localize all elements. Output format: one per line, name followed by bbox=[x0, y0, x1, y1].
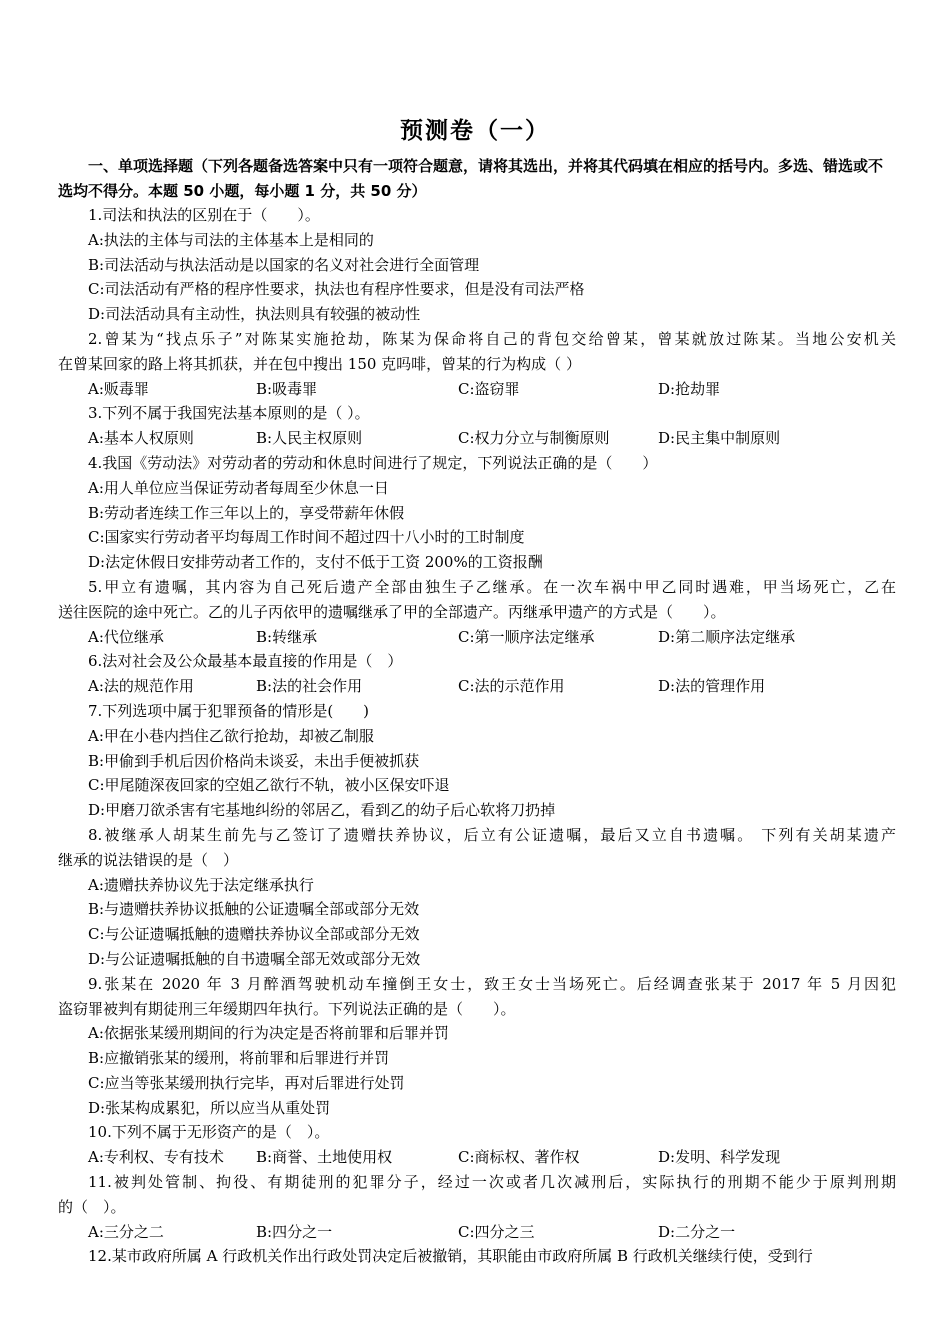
answer-option: B:司法活动与执法活动是以国家的名义对社会进行全面管理 bbox=[88, 255, 480, 274]
option-row bbox=[58, 1145, 896, 1170]
answer-option: D:抢劫罪 bbox=[658, 379, 721, 398]
question-stem: 11.被判处管制、拘役、有期徒刑的犯罪分子，经过一次或者几次减刑后，实际执行的刑期不能少于原判刑期 bbox=[88, 1173, 896, 1192]
question-stem: 在曾某回家的路上将其抓获，并在包中搜出 150 克吗啡，曾某的行为构成（ ） bbox=[58, 354, 581, 373]
question-item bbox=[58, 575, 896, 649]
question-stem: 9.张某在 2020 年 3 月醉酒驾驶机动车撞倒王女士，致王女士当场死亡。后经调查张某于 2017 年 5 月因犯 bbox=[88, 974, 896, 993]
answer-option: B:劳动者连续工作三年以上的，享受带薪年休假 bbox=[88, 503, 405, 522]
answer-option: D:与公证遗嘱抵触的自书遗嘱全部无效或部分无效 bbox=[88, 949, 421, 968]
option-row bbox=[58, 625, 896, 650]
answer-option: B:人民主权原则 bbox=[256, 429, 363, 448]
answer-option: D:民主集中制原则 bbox=[658, 429, 781, 448]
answer-option: A:执法的主体与司法的主体基本上是相同的 bbox=[88, 230, 374, 249]
question-stem: 8.被继承人胡某生前先与乙签订了遗赠扶养协议，后立有公证遗嘱，最后又立自书遗嘱。 下列有关胡某遗产 bbox=[88, 825, 896, 844]
question-item bbox=[58, 203, 896, 327]
answer-option: C:第一顺序法定继承 bbox=[458, 627, 595, 646]
answer-option: B:四分之一 bbox=[256, 1222, 333, 1241]
answer-option: B:吸毒罪 bbox=[256, 379, 318, 398]
answer-option: C:法的示范作用 bbox=[458, 677, 565, 696]
question-stem: 送往医院的途中死亡。乙的儿子丙依甲的遗嘱继承了甲的全部遗产。丙继承甲遗产的方式是（ ）。 bbox=[58, 602, 726, 621]
answer-option: B:法的社会作用 bbox=[256, 677, 363, 696]
answer-option: D:发明、科学发现 bbox=[658, 1148, 781, 1167]
answer-option: B:商誉、土地使用权 bbox=[256, 1148, 393, 1167]
answer-option: A:依据张某缓刑期间的行为决定是否将前罪和后罪并罚 bbox=[88, 1024, 449, 1043]
question-stem: 6.法对社会及公众最基本最直接的作用是（ ） bbox=[88, 652, 403, 671]
answer-option: D:法的管理作用 bbox=[658, 677, 766, 696]
answer-option: D:司法活动具有主动性，执法则具有较强的被动性 bbox=[88, 305, 421, 324]
answer-option: A:甲在小巷内挡住乙欲行抢劫，却被乙制服 bbox=[88, 726, 374, 745]
answer-option: C:国家实行劳动者平均每周工作时间不超过四十八小时的工时制度 bbox=[88, 528, 525, 547]
question-stem: 7.下列选项中属于犯罪预备的情形是( ) bbox=[88, 701, 370, 720]
option-row bbox=[58, 674, 896, 699]
answer-option: A:专利权、专有技术 bbox=[88, 1148, 224, 1167]
question-stem: 2.曾某为“找点乐子”对陈某实施抢劫，陈某为保命将自己的背包交给曾某，曾某就放过陈某。当地公安机关 bbox=[88, 329, 896, 348]
answer-option: C:四分之三 bbox=[458, 1222, 535, 1241]
page-title: 预测卷（一） bbox=[400, 118, 550, 144]
question-item bbox=[58, 401, 896, 451]
answer-option: C:司法活动有严格的程序性要求，执法也有程序性要求，但是没有司法严格 bbox=[88, 280, 585, 299]
answer-option: B:应撤销张某的缓刑，将前罪和后罪进行并罚 bbox=[88, 1049, 390, 1068]
question-list bbox=[58, 203, 896, 1269]
answer-option: C:盗窃罪 bbox=[458, 379, 520, 398]
answer-option: A:用人单位应当保证劳动者每周至少休息一日 bbox=[88, 478, 389, 497]
option-row bbox=[58, 1220, 896, 1245]
answer-option: A:法的规范作用 bbox=[88, 677, 194, 696]
question-item bbox=[58, 1120, 896, 1170]
answer-option: B:转继承 bbox=[256, 627, 318, 646]
question-stem: 1.司法和执法的区别在于（ ）。 bbox=[88, 206, 320, 224]
question-item bbox=[58, 1244, 896, 1269]
question-stem: 盗窃罪被判有期徒刑三年缓期四年执行。下列说法正确的是（ ）。 bbox=[58, 999, 516, 1018]
answer-option: D:甲磨刀欲杀害有宅基地纠纷的邻居乙，看到乙的幼子后心软将刀扔掉 bbox=[88, 801, 556, 820]
answer-option: D:第二顺序法定继承 bbox=[658, 627, 796, 646]
answer-option: D:二分之一 bbox=[658, 1222, 736, 1241]
question-stem: 继承的说法错误的是（ ） bbox=[58, 850, 239, 869]
answer-option: C:商标权、著作权 bbox=[458, 1148, 580, 1167]
answer-option: A:三分之二 bbox=[88, 1222, 164, 1241]
question-item bbox=[58, 972, 896, 1121]
answer-option: A:基本人权原则 bbox=[88, 429, 194, 448]
answer-option: D:法定休假日安排劳动者工作的，支付不低于工资 200%的工资报酬 bbox=[88, 553, 543, 572]
answer-option: B:甲偷到手机后因价格尚未谈妥，未出手便被抓获 bbox=[88, 751, 420, 770]
option-row bbox=[58, 426, 896, 451]
question-item bbox=[58, 649, 896, 699]
question-stem: 10.下列不属于无形资产的是（ ）。 bbox=[88, 1123, 330, 1142]
question-stem: 的（ ）。 bbox=[58, 1197, 126, 1216]
answer-option: A:代位继承 bbox=[88, 627, 164, 646]
question-stem: 3.下列不属于我国宪法基本原则的是（ ）。 bbox=[88, 404, 370, 423]
answer-option: A:贩毒罪 bbox=[88, 379, 149, 398]
answer-option: C:甲尾随深夜回家的空姐乙欲行不轨，被小区保安吓退 bbox=[88, 776, 450, 795]
question-stem: 12.某市政府所属 A 行政机关作出行政处罚决定后被撤销，其职能由市政府所属 B 行政机关继续行使，受到行 bbox=[88, 1247, 813, 1266]
answer-option: A:遗赠扶养协议先于法定继承执行 bbox=[88, 875, 314, 894]
answer-option: D:张某构成累犯，所以应当从重处罚 bbox=[88, 1098, 331, 1117]
answer-option: C:与公证遗嘱抵触的遗赠扶养协议全部或部分无效 bbox=[88, 925, 420, 944]
question-item bbox=[58, 699, 896, 823]
question-item bbox=[58, 451, 896, 575]
answer-option: C:应当等张某缓刑执行完毕，再对后罪进行处罚 bbox=[88, 1073, 405, 1092]
question-item bbox=[58, 823, 896, 972]
question-item bbox=[58, 327, 896, 401]
question-stem: 4.我国《劳动法》对劳动者的劳动和休息时间进行了规定，下列说法正确的是（ ） bbox=[88, 453, 658, 472]
answer-option: B:与遗赠扶养协议抵触的公证遗嘱全部或部分无效 bbox=[88, 900, 420, 919]
section-instructions: 一、单项选择题（下列各题备选答案中只有一项符合题意，请将其选出，并将其代码填在相应的括号内。多选、错选或不选均不得分。本题 50 小题，每小题 1 分，共 50 分） bbox=[58, 157, 884, 200]
question-stem: 5.甲立有遗嘱，其内容为自己死后遗产全部由独生子乙继承。在一次车祸中甲乙同时遇难，甲当场死亡，乙在 bbox=[88, 577, 896, 596]
question-item bbox=[58, 1170, 896, 1244]
option-row bbox=[58, 377, 896, 402]
answer-option: C:权力分立与制衡原则 bbox=[458, 429, 610, 448]
